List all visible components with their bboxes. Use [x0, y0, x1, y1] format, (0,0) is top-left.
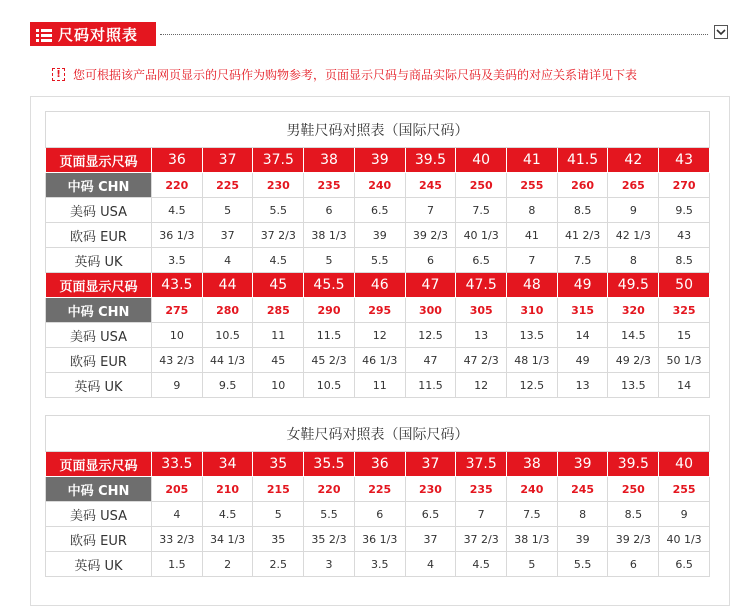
chevron-down-icon: [716, 28, 726, 36]
eur-size-cell: 37 2/3: [253, 223, 304, 248]
eur-size-cell: 47: [405, 348, 456, 373]
chn-size-cell: 315: [557, 298, 608, 323]
row-label: 页面显示尺码: [46, 452, 152, 477]
chn-size-cell: 295: [354, 298, 405, 323]
display-size-cell: 45: [253, 273, 304, 298]
eur-size-cell: 43: [659, 223, 710, 248]
uk-size-cell: 5: [507, 552, 558, 577]
uk-size-cell: 6: [608, 552, 659, 577]
chn-size-cell: 210: [202, 477, 253, 502]
display-size-cell: 45.5: [304, 273, 355, 298]
chn-size-cell: 305: [456, 298, 507, 323]
chn-size-cell: 215: [253, 477, 304, 502]
display-size-cell: 39: [354, 148, 405, 173]
row-label: 欧码 EUR: [46, 348, 152, 373]
uk-size-cell: 7: [507, 248, 558, 273]
row-label: 中码 CHN: [46, 477, 152, 502]
table-caption: 女鞋尺码对照表（国际尺码）: [46, 416, 710, 452]
table-row: [46, 198, 710, 223]
size-notice: [52, 66, 637, 83]
uk-size-cell: 14: [659, 373, 710, 398]
chn-size-cell: 225: [354, 477, 405, 502]
chn-size-cell: 265: [608, 173, 659, 198]
chn-size-cell: 220: [304, 477, 355, 502]
usa-size-cell: 14: [557, 323, 608, 348]
display-size-cell: 37: [405, 452, 456, 477]
usa-size-cell: 14.5: [608, 323, 659, 348]
row-label: 中码 CHN: [46, 298, 152, 323]
display-size-cell: 36: [354, 452, 405, 477]
row-label: 英码 UK: [46, 248, 152, 273]
uk-size-cell: 6.5: [456, 248, 507, 273]
usa-size-cell: 7.5: [507, 502, 558, 527]
uk-size-cell: 3: [304, 552, 355, 577]
eur-size-cell: 39 2/3: [405, 223, 456, 248]
display-size-cell: 42: [608, 148, 659, 173]
usa-size-cell: 4.5: [202, 502, 253, 527]
chn-size-cell: 300: [405, 298, 456, 323]
usa-size-cell: 4: [152, 502, 203, 527]
display-size-cell: 40: [456, 148, 507, 173]
chn-size-cell: 220: [152, 173, 203, 198]
chn-size-cell: 275: [152, 298, 203, 323]
chn-size-cell: 230: [405, 477, 456, 502]
chn-size-cell: 230: [253, 173, 304, 198]
uk-size-cell: 1.5: [152, 552, 203, 577]
row-label: 页面显示尺码: [46, 273, 152, 298]
womens-size-table: [45, 415, 710, 577]
chn-size-cell: 225: [202, 173, 253, 198]
display-size-cell: 38: [507, 452, 558, 477]
eur-size-cell: 33 2/3: [152, 527, 203, 552]
eur-size-cell: 39: [354, 223, 405, 248]
row-label: 美码 USA: [46, 198, 152, 223]
eur-size-cell: 36 1/3: [354, 527, 405, 552]
eur-size-cell: 40 1/3: [659, 527, 710, 552]
uk-size-cell: 4: [202, 248, 253, 273]
display-size-cell: 49.5: [608, 273, 659, 298]
table-row: [46, 552, 710, 577]
uk-size-cell: 9.5: [202, 373, 253, 398]
usa-size-cell: 7.5: [456, 198, 507, 223]
chn-size-cell: 270: [659, 173, 710, 198]
chn-size-cell: 235: [456, 477, 507, 502]
usa-size-cell: 10.5: [202, 323, 253, 348]
display-size-cell: 33.5: [152, 452, 203, 477]
chn-size-cell: 285: [253, 298, 304, 323]
chn-size-cell: 240: [507, 477, 558, 502]
uk-size-cell: 6: [405, 248, 456, 273]
chn-size-cell: 320: [608, 298, 659, 323]
eur-size-cell: 35 2/3: [304, 527, 355, 552]
table-row: [46, 477, 710, 502]
table-caption-row: [46, 112, 710, 148]
chn-size-cell: 290: [304, 298, 355, 323]
display-size-cell: 41: [507, 148, 558, 173]
display-size-cell: 38: [304, 148, 355, 173]
section-title-box: [30, 22, 156, 46]
usa-size-cell: 8: [557, 502, 608, 527]
uk-size-cell: 3.5: [152, 248, 203, 273]
usa-size-cell: 10: [152, 323, 203, 348]
eur-size-cell: 49 2/3: [608, 348, 659, 373]
uk-size-cell: 4.5: [456, 552, 507, 577]
chn-size-cell: 245: [405, 173, 456, 198]
uk-size-cell: 10: [253, 373, 304, 398]
table-row: [46, 148, 710, 173]
display-size-cell: 40: [659, 452, 710, 477]
section-header: [30, 22, 730, 46]
chn-size-cell: 280: [202, 298, 253, 323]
uk-size-cell: 5: [304, 248, 355, 273]
eur-size-cell: 45: [253, 348, 304, 373]
eur-size-cell: 41 2/3: [557, 223, 608, 248]
display-size-cell: 44: [202, 273, 253, 298]
display-size-cell: 48: [507, 273, 558, 298]
usa-size-cell: 5: [202, 198, 253, 223]
eur-size-cell: 47 2/3: [456, 348, 507, 373]
table-row: [46, 527, 710, 552]
usa-size-cell: 4.5: [152, 198, 203, 223]
table-row: [46, 502, 710, 527]
eur-size-cell: 39: [557, 527, 608, 552]
eur-size-cell: 37: [405, 527, 456, 552]
display-size-cell: 37.5: [253, 148, 304, 173]
display-size-cell: 37: [202, 148, 253, 173]
eur-size-cell: 40 1/3: [456, 223, 507, 248]
collapse-button[interactable]: [714, 25, 728, 39]
usa-size-cell: 12: [354, 323, 405, 348]
uk-size-cell: 4.5: [253, 248, 304, 273]
display-size-cell: 37.5: [456, 452, 507, 477]
uk-size-cell: 9: [152, 373, 203, 398]
table-row: [46, 348, 710, 373]
display-size-cell: 36: [152, 148, 203, 173]
row-label: 欧码 EUR: [46, 527, 152, 552]
usa-size-cell: 7: [456, 502, 507, 527]
table-row: [46, 298, 710, 323]
chn-size-cell: 250: [608, 477, 659, 502]
row-label: 美码 USA: [46, 502, 152, 527]
display-size-cell: 49: [557, 273, 608, 298]
eur-size-cell: 38 1/3: [507, 527, 558, 552]
display-size-cell: 35: [253, 452, 304, 477]
usa-size-cell: 5.5: [304, 502, 355, 527]
eur-size-cell: 34 1/3: [202, 527, 253, 552]
chn-size-cell: 325: [659, 298, 710, 323]
display-size-cell: 46: [354, 273, 405, 298]
row-label: 欧码 EUR: [46, 223, 152, 248]
usa-size-cell: 5: [253, 502, 304, 527]
row-label: 页面显示尺码: [46, 148, 152, 173]
usa-size-cell: 11: [253, 323, 304, 348]
eur-size-cell: 42 1/3: [608, 223, 659, 248]
usa-size-cell: 12.5: [405, 323, 456, 348]
uk-size-cell: 4: [405, 552, 456, 577]
chn-size-cell: 255: [507, 173, 558, 198]
uk-size-cell: 8.5: [659, 248, 710, 273]
uk-size-cell: 8: [608, 248, 659, 273]
uk-size-cell: 6.5: [659, 552, 710, 577]
chn-size-cell: 260: [557, 173, 608, 198]
mens-size-table: [45, 111, 710, 398]
usa-size-cell: 7: [405, 198, 456, 223]
usa-size-cell: 9: [608, 198, 659, 223]
eur-size-cell: 44 1/3: [202, 348, 253, 373]
eur-size-cell: 43 2/3: [152, 348, 203, 373]
section-title: 尺码对照表: [58, 25, 139, 44]
display-size-cell: 50: [659, 273, 710, 298]
table-caption: 男鞋尺码对照表（国际尺码）: [46, 112, 710, 148]
usa-size-cell: 6: [304, 198, 355, 223]
display-size-cell: 47.5: [456, 273, 507, 298]
uk-size-cell: 10.5: [304, 373, 355, 398]
row-label: 英码 UK: [46, 373, 152, 398]
chn-size-cell: 245: [557, 477, 608, 502]
table-row: [46, 173, 710, 198]
display-size-cell: 43.5: [152, 273, 203, 298]
display-size-cell: 41.5: [557, 148, 608, 173]
usa-size-cell: 8: [507, 198, 558, 223]
usa-size-cell: 6.5: [405, 502, 456, 527]
usa-size-cell: 9.5: [659, 198, 710, 223]
uk-size-cell: 13.5: [608, 373, 659, 398]
display-size-cell: 39.5: [608, 452, 659, 477]
usa-size-cell: 15: [659, 323, 710, 348]
uk-size-cell: 3.5: [354, 552, 405, 577]
uk-size-cell: 2: [202, 552, 253, 577]
eur-size-cell: 35: [253, 527, 304, 552]
eur-size-cell: 50 1/3: [659, 348, 710, 373]
usa-size-cell: 9: [659, 502, 710, 527]
table-row: [46, 452, 710, 477]
chn-size-cell: 240: [354, 173, 405, 198]
display-size-cell: 34: [202, 452, 253, 477]
uk-size-cell: 13: [557, 373, 608, 398]
eur-size-cell: 41: [507, 223, 558, 248]
chn-size-cell: 235: [304, 173, 355, 198]
chn-size-cell: 205: [152, 477, 203, 502]
usa-size-cell: 5.5: [253, 198, 304, 223]
chn-size-cell: 310: [507, 298, 558, 323]
uk-size-cell: 5.5: [354, 248, 405, 273]
table-row: [46, 223, 710, 248]
usa-size-cell: 13: [456, 323, 507, 348]
warning-icon: !: [52, 68, 65, 81]
eur-size-cell: 37 2/3: [456, 527, 507, 552]
usa-size-cell: 13.5: [507, 323, 558, 348]
uk-size-cell: 12: [456, 373, 507, 398]
eur-size-cell: 37: [202, 223, 253, 248]
uk-size-cell: 7.5: [557, 248, 608, 273]
chn-size-cell: 255: [659, 477, 710, 502]
eur-size-cell: 39 2/3: [608, 527, 659, 552]
uk-size-cell: 5.5: [557, 552, 608, 577]
usa-size-cell: 6.5: [354, 198, 405, 223]
display-size-cell: 39: [557, 452, 608, 477]
table-row: [46, 323, 710, 348]
display-size-cell: 47: [405, 273, 456, 298]
display-size-cell: 43: [659, 148, 710, 173]
table-row: [46, 273, 710, 298]
row-label: 美码 USA: [46, 323, 152, 348]
uk-size-cell: 11: [354, 373, 405, 398]
row-label: 中码 CHN: [46, 173, 152, 198]
uk-size-cell: 11.5: [405, 373, 456, 398]
uk-size-cell: 2.5: [253, 552, 304, 577]
dotted-divider: [160, 34, 708, 35]
eur-size-cell: 48 1/3: [507, 348, 558, 373]
uk-size-cell: 12.5: [507, 373, 558, 398]
usa-size-cell: 8.5: [608, 502, 659, 527]
row-label: 英码 UK: [46, 552, 152, 577]
usa-size-cell: 11.5: [304, 323, 355, 348]
notice-text: 您可根据该产品网页显示的尺码作为购物参考，页面显示尺码与商品实际尺码及美码的对应关系请详见下表: [73, 68, 638, 82]
table-caption-row: [46, 416, 710, 452]
display-size-cell: 39.5: [405, 148, 456, 173]
eur-size-cell: 46 1/3: [354, 348, 405, 373]
eur-size-cell: 38 1/3: [304, 223, 355, 248]
eur-size-cell: 49: [557, 348, 608, 373]
table-row: [46, 248, 710, 273]
eur-size-cell: 36 1/3: [152, 223, 203, 248]
display-size-cell: 35.5: [304, 452, 355, 477]
table-row: [46, 373, 710, 398]
chn-size-cell: 250: [456, 173, 507, 198]
eur-size-cell: 45 2/3: [304, 348, 355, 373]
usa-size-cell: 6: [354, 502, 405, 527]
usa-size-cell: 8.5: [557, 198, 608, 223]
list-icon: [36, 27, 52, 41]
